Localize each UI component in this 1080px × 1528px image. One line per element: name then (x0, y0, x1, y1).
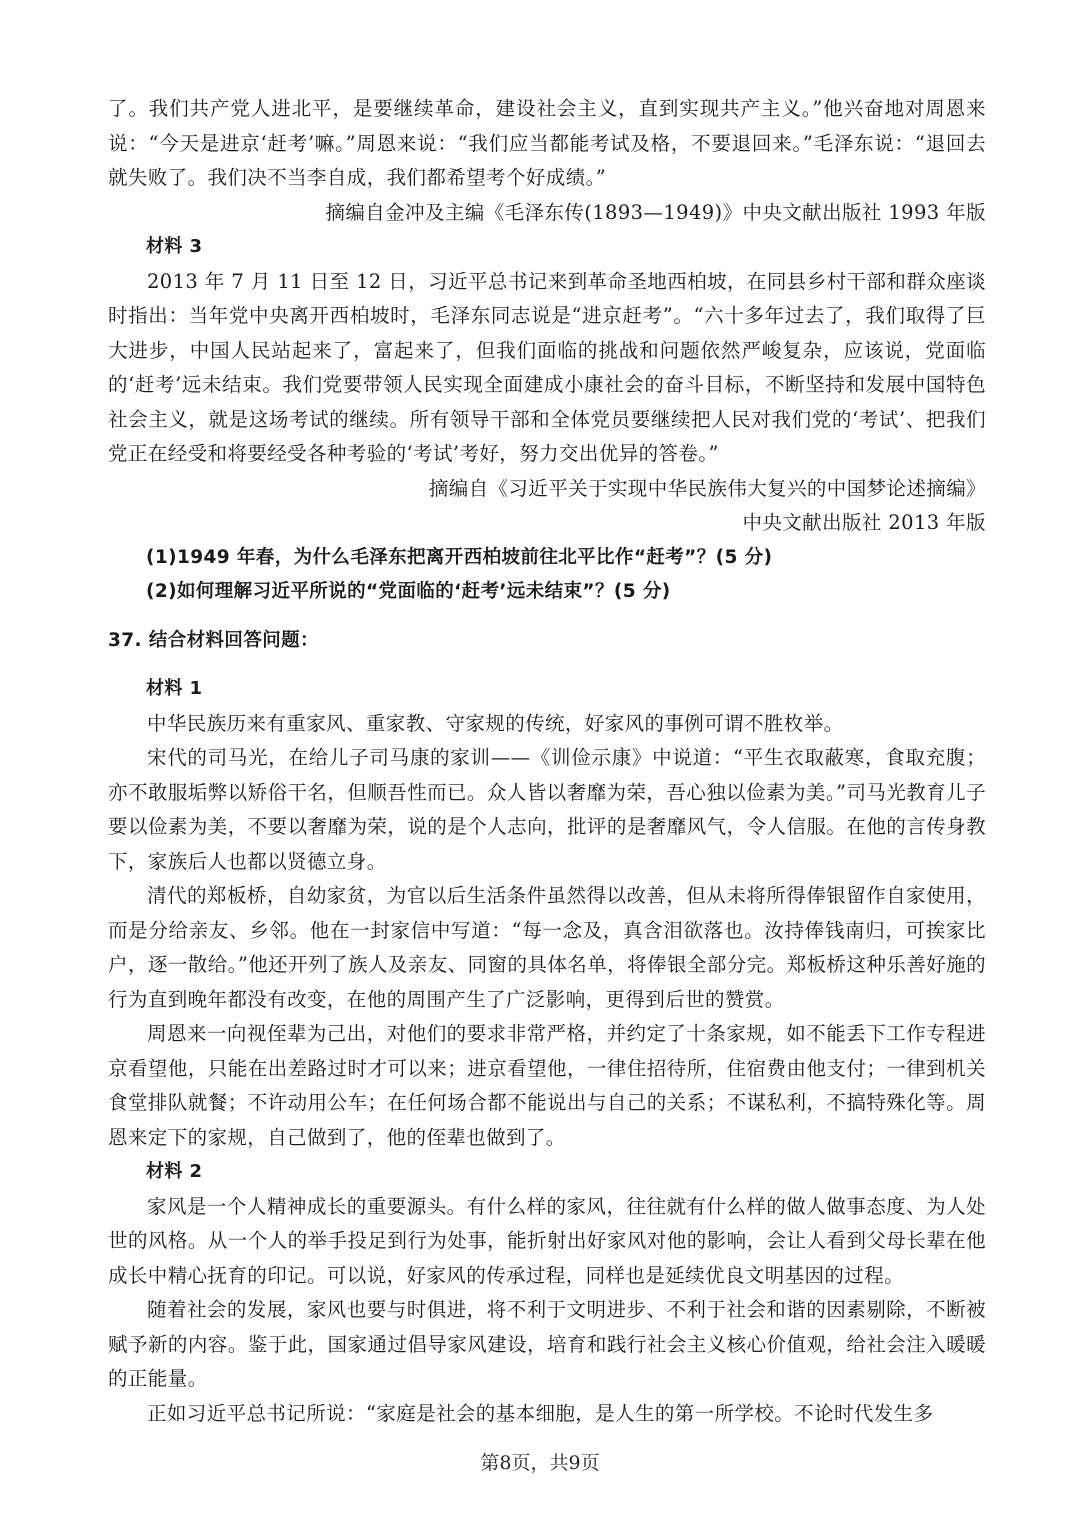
q37-material2-paragraph: 家风是一个人精神成长的重要源头。有什么样的家风，往往就有什么样的做人做事态度、为人处世的风格。从一个人的举手投足到行为处事，能折射出好家风对他的影响，会让人看到父母长辈在他成长中精心抚育的印记。可以说，好家风的传承过程，同样也是延续优良文明基因的过程。 (108, 1194, 986, 1287)
material3-source-line2: 中央文献出版社 2013 年版 (742, 511, 986, 534)
material2-tail-text: 了。我们共产党人进北平，是要继续革命，建设社会主义，直到实现共产主义。”他兴奋地对周恩来说：“今天是进京‘赶考’嘛。”周恩来说：“我们应当都能考试及格，不要退回来。”毛泽东说：“退回去就失败了。我们决不当李自成，我们都希望考个好成绩。” (108, 97, 986, 189)
q37-material1-paragraph: 清代的郑板桥，自幼家贫，为官以后生活条件虽然得以改善，但从未将所得俸银留作自家使用，而是分给亲友、乡邻。他在一封家信中写道：“每一念及，真含泪欲落也。汝持俸钱南归，可挨家比户，逐一散给。”他还开列了族人及亲友、同窗的具体名单，将俸银全部分完。郑板桥这种乐善好施的行为直到晚年都没有改变，在他的周围产生了广泛影响，更得到后世的赞赏。 (108, 884, 986, 1011)
q37-material2-heading: 材料 2 (146, 1161, 203, 1182)
material3-source-line1: 摘编自《习近平关于实现中华民族伟大复兴的中国梦论述摘编》 (428, 476, 986, 500)
q37-material1-paragraph: 宋代的司马光，在给儿子司马康的家训——《训俭示康》中说道：“平生衣取蔽寒，食取充腹；亦不敢服垢弊以矫俗干名，但顺吾性而已。众人皆以奢靡为荣，吾心独以俭素为美。”司马光教育儿子要以俭素为美，不要以奢靡为荣，说的是个人志向，批评的是奢靡风气，令人信服。在他的言传身教下，家族后人也都以贤德立身。 (108, 746, 986, 873)
material3-heading: 材料 3 (146, 236, 203, 257)
page-footer (0, 1448, 1080, 1475)
question-37-title: 37. 结合材料回答问题： (108, 629, 319, 651)
question-36-2: (2)如何理解习近平所说的“党面临的‘赶考’远未结束”？(5 分) (146, 581, 671, 602)
q37-material2-paragraph: 随着社会的发展，家风也要与时俱进，将不利于文明进步、不利于社会和谐的因素剔除，不断被赋予新的内容。鉴于此，国家通过倡导家风建设，培育和践行社会主义核心价值观，给社会注入暖暖的正能量。 (108, 1298, 986, 1390)
material3-text: 2013 年 7 月 11 日至 12 日，习近平总书记来到革命圣地西柏坡，在同县乡村干部和群众座谈时指出：当年党中央离开西柏坡时，毛泽东同志说是“进京赶考”。“六十多年过去了，我们取得了巨大进步，中国人民站起来了，富起来了，但我们面临的挑战和问题依然严峻复杂，应该说，党面临的‘赶考’远未结束。我们党要带领人民实现全面建成小康社会的奋斗目标，不断坚持和发展中国特色社会主义，就是这场考试的继续。所有领导干部和全体党员要继续把人民对我们党的‘考试’、把我们党正在经受和将要经受各种考验的‘考试’考好，努力交出优异的答卷。” (108, 269, 986, 465)
q37-material1-paragraph: 中华民族历来有重家风、重家教、守家规的传统，好家风的事例可谓不胜枚举。 (147, 711, 844, 735)
question-36-1: (1)1949 年春，为什么毛泽东把离开西柏坡前往北平比作“赶考”？(5 分) (146, 546, 773, 568)
q37-material2-paragraph: 正如习近平总书记所说：“家庭是社会的基本细胞，是人生的第一所学校。不论时代发生多 (147, 1401, 934, 1425)
material2-source: 摘编自金冲及主编《毛泽东传(1893—1949)》中央文献出版社 1993 年版 (325, 200, 986, 224)
q37-material1-paragraph: 周恩来一向视侄辈为己出，对他们的要求非常严格，并约定了十条家规，如不能丢下工作专程进京看望他，只能在出差路过时才可以来；进京看望他，一律住招待所，住宿费由他支付；一律到机关食堂排队就餐；不许动用公车；在任何场合都不能说出与自己的关系；不谋私利，不搞特殊化等。周恩来定下的家规，自己做到了，他的侄辈也做到了。 (108, 1022, 986, 1149)
q37-material1-heading: 材料 1 (146, 678, 203, 699)
page-content (108, 92, 986, 1431)
page-number-label: 第8页，共9页 (480, 1452, 600, 1474)
